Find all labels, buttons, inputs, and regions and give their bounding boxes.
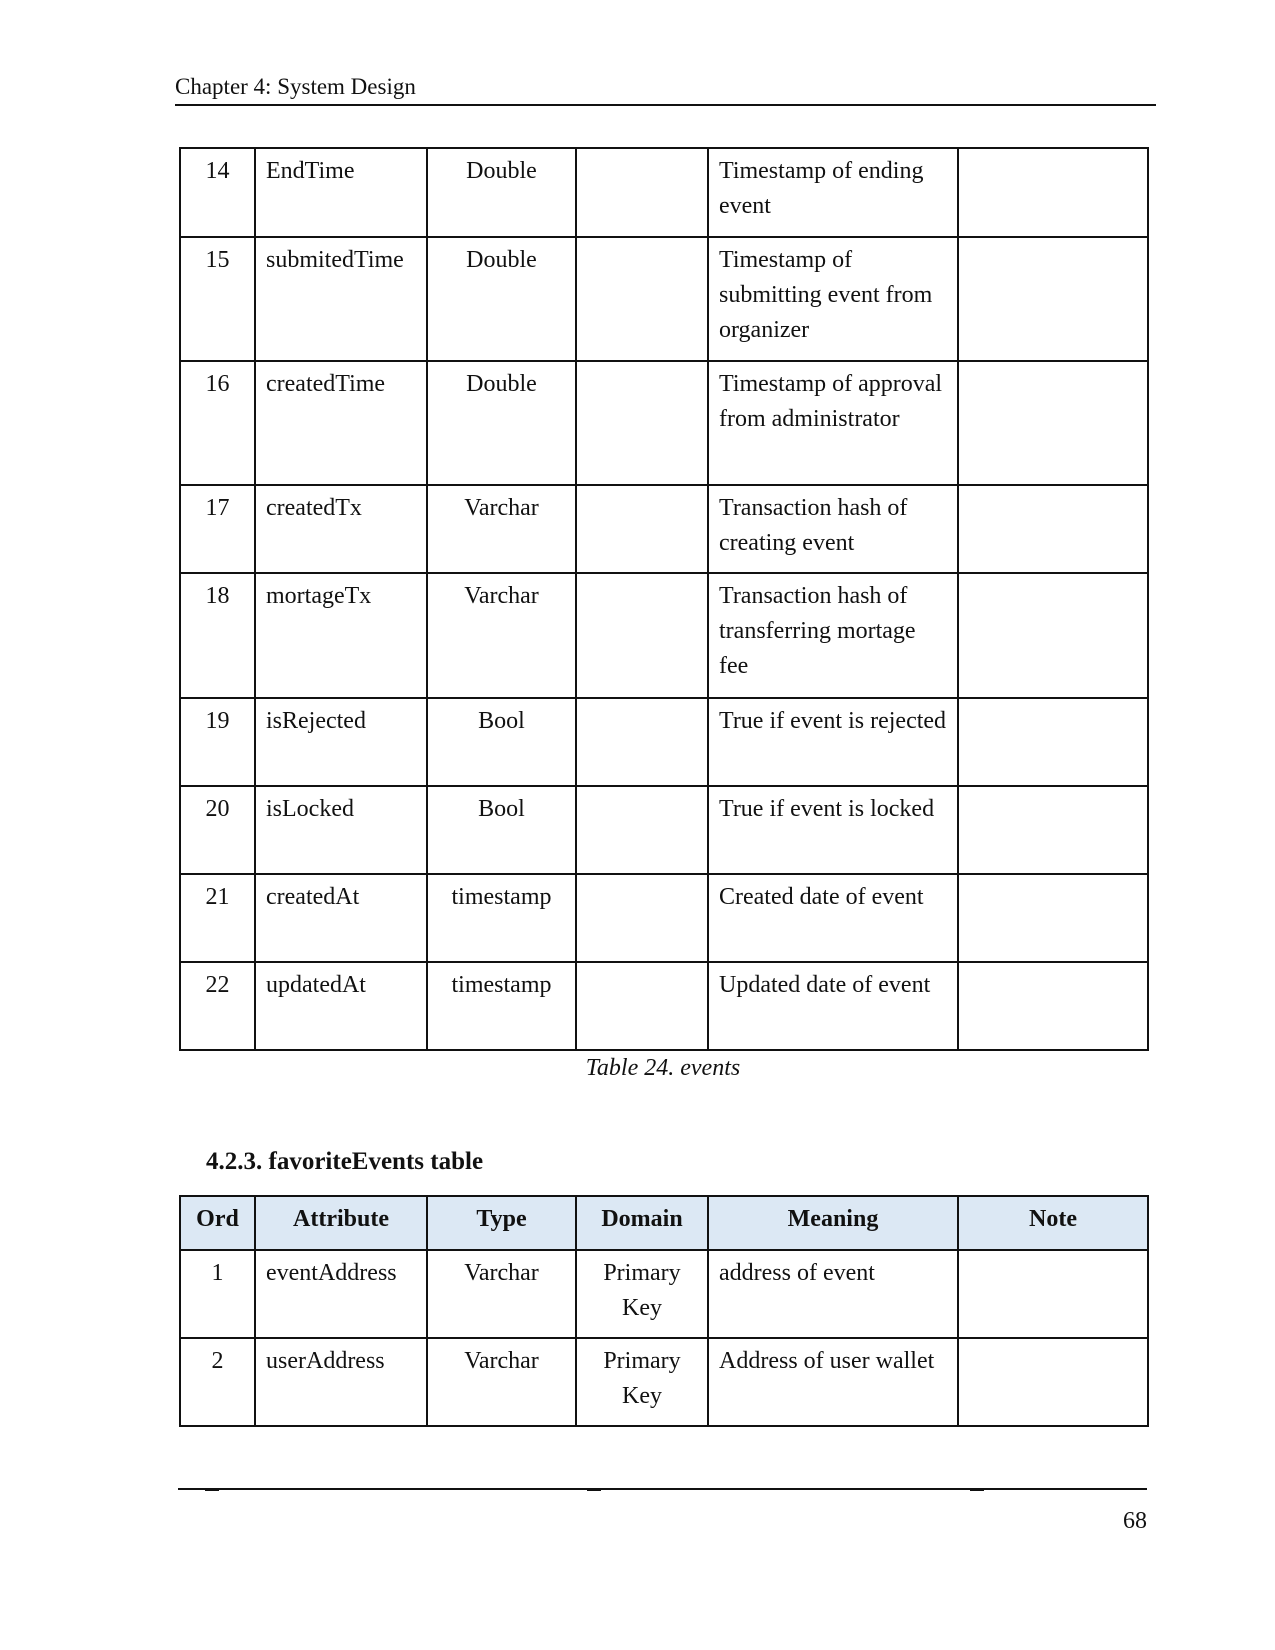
domain-cell [576, 485, 708, 573]
table-row [180, 786, 1148, 874]
ord-cell: 17 [180, 485, 255, 573]
attribute-cell: EndTime [255, 148, 427, 237]
page-number: 68 [1123, 1508, 1147, 1534]
type-cell: Varchar [427, 573, 576, 698]
attribute-cell: mortageTx [255, 573, 427, 698]
ord-cell: 14 [180, 148, 255, 237]
ord-cell: 16 [180, 361, 255, 485]
ord-cell: 22 [180, 962, 255, 1050]
table-row [180, 698, 1148, 786]
meaning-cell: Timestamp of approval from administrator [708, 361, 958, 485]
header-note: Note [958, 1196, 1148, 1250]
note-cell [958, 573, 1148, 698]
footer-rule-mark [587, 1489, 601, 1491]
page-header [175, 74, 1156, 106]
ord-cell: 1 [180, 1250, 255, 1338]
header-type: Type [427, 1196, 576, 1250]
type-cell: Double [427, 148, 576, 237]
note-cell [958, 237, 1148, 361]
table-row [180, 237, 1148, 361]
note-cell [958, 698, 1148, 786]
attribute-cell: createdAt [255, 874, 427, 962]
ord-cell: 2 [180, 1338, 255, 1426]
header-meaning: Meaning [708, 1196, 958, 1250]
type-cell: Double [427, 237, 576, 361]
attribute-cell: isRejected [255, 698, 427, 786]
domain-cell [576, 361, 708, 485]
table-row [180, 1250, 1148, 1338]
ord-cell: 21 [180, 874, 255, 962]
type-cell: Varchar [427, 485, 576, 573]
ord-cell: 20 [180, 786, 255, 874]
table-row [180, 485, 1148, 573]
events-table [179, 147, 1149, 1051]
note-cell [958, 361, 1148, 485]
footer-rule-mark [970, 1489, 984, 1491]
type-cell: Bool [427, 786, 576, 874]
header-domain: Domain [576, 1196, 708, 1250]
chapter-title: Chapter 4: System Design [175, 74, 416, 99]
type-cell: timestamp [427, 962, 576, 1050]
meaning-cell: Timestamp of ending event [708, 148, 958, 237]
type-cell: Varchar [427, 1338, 576, 1426]
favorite-events-table [179, 1195, 1149, 1427]
table-row [180, 573, 1148, 698]
meaning-cell: Created date of event [708, 874, 958, 962]
note-cell [958, 962, 1148, 1050]
domain-cell [576, 786, 708, 874]
attribute-cell: isLocked [255, 786, 427, 874]
note-cell [958, 1250, 1148, 1338]
ord-cell: 18 [180, 573, 255, 698]
note-cell [958, 1338, 1148, 1426]
attribute-cell: updatedAt [255, 962, 427, 1050]
domain-cell [576, 237, 708, 361]
meaning-cell: Address of user wallet [708, 1338, 958, 1426]
type-cell: Varchar [427, 1250, 576, 1338]
note-cell [958, 148, 1148, 237]
type-cell: Bool [427, 698, 576, 786]
table-row [180, 148, 1148, 237]
table-row [180, 962, 1148, 1050]
meaning-cell: Updated date of event [708, 962, 958, 1050]
attribute-cell: createdTime [255, 361, 427, 485]
domain-cell [576, 148, 708, 237]
domain-cell [576, 698, 708, 786]
footer-rule-mark [205, 1489, 219, 1491]
domain-cell: Primary Key [576, 1338, 708, 1426]
attribute-cell: eventAddress [255, 1250, 427, 1338]
table-row [180, 874, 1148, 962]
footer-rule [178, 1488, 1147, 1490]
domain-cell: Primary Key [576, 1250, 708, 1338]
meaning-cell: True if event is locked [708, 786, 958, 874]
ord-cell: 15 [180, 237, 255, 361]
note-cell [958, 786, 1148, 874]
attribute-cell: submitedTime [255, 237, 427, 361]
table-row [180, 361, 1148, 485]
domain-cell [576, 874, 708, 962]
header-attribute: Attribute [255, 1196, 427, 1250]
header-ord: Ord [180, 1196, 255, 1250]
domain-cell [576, 573, 708, 698]
attribute-cell: createdTx [255, 485, 427, 573]
ord-cell: 19 [180, 698, 255, 786]
attribute-cell: userAddress [255, 1338, 427, 1426]
meaning-cell: Transaction hash of creating event [708, 485, 958, 573]
note-cell [958, 485, 1148, 573]
meaning-cell: address of event [708, 1250, 958, 1338]
meaning-cell: True if event is rejected [708, 698, 958, 786]
type-cell: timestamp [427, 874, 576, 962]
type-cell: Double [427, 361, 576, 485]
table-row [180, 1338, 1148, 1426]
meaning-cell: Timestamp of submitting event from organizer [708, 237, 958, 361]
table-caption: Table 24. events [585, 1055, 741, 1081]
section-heading: 4.2.3. favoriteEvents table [206, 1148, 484, 1175]
table-header-row [180, 1196, 1148, 1250]
note-cell [958, 874, 1148, 962]
domain-cell [576, 962, 708, 1050]
meaning-cell: Transaction hash of transferring mortage fee [708, 573, 958, 698]
